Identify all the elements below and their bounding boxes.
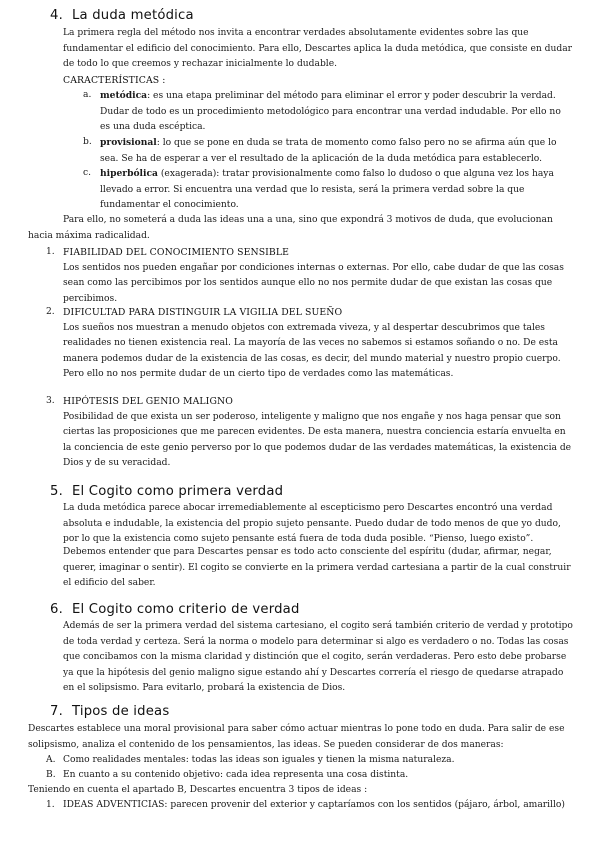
feature-text-b: : lo que se pone en duda se trata de momento como falso pero no se afirma aún que lo sea. Se ha de esperar a ver el resultado de la aplicación de la duda metódica para establecerlo. [100, 138, 557, 164]
section-5-heading [50, 484, 283, 499]
way-text-b: En cuanto a su contenido objetivo: cada idea representa una cosa distinta. [63, 770, 409, 780]
section-4-heading [50, 8, 194, 23]
section-5-paragraph-2: Debemos entender que para Descartes pensar es todo acto consciente del espíritu (dudar, afirmar, negar, querer, imaginar o sentir). El cogito se convierte en la primera verdad cartesiana a partir de la cual construir el edificio del saber. [63, 547, 571, 589]
section-6-heading [50, 602, 300, 617]
motive-3 [46, 394, 573, 472]
section-4-title: La duda metódica [72, 8, 194, 23]
motive-1-marker: 1. [46, 247, 55, 257]
section-6-title: El Cogito como criterio de verdad [72, 602, 300, 617]
way-item-b [46, 768, 573, 784]
feature-text-a: : es una etapa preliminar del método para eliminar el error y poder descubrir la verdad. Dudar de todo es un procedimiento metodológico para encontrar una verdad indudable. Por ello no es una duda escéptica. [100, 91, 561, 133]
section-5-number: 5. [50, 484, 63, 499]
section-4-intro: La primera regla del método nos invita a encontrar verdades absolutamente evidentes sobre las que fundamentar el edificio del conocimiento. Para ello, Descartes aplica la duda metódica, que consiste en dudar de todo lo que creemos y rechazar inicialmente lo dudable. [63, 28, 573, 70]
motive-1-title: FIABILIDAD DEL CONOCIMIENTO SENSIBLE [63, 247, 290, 258]
feature-marker-a: a. [83, 90, 92, 100]
way-marker-a: A. [46, 755, 56, 765]
motive-2 [46, 305, 573, 383]
motive-2-text: Los sueños nos muestran a menudo objetos con extremada viveza, y al despertar descubrimos que tales realidades no tienen existencia real. La mayoría de las veces no sabemos si estamos soñando o no. De esta manera podemos dudar de la existencia de las cosas, es decir, del mundo material y nuestro propio cuerpo. Pero ello no nos permite dudar de un cierto tipo de verdades como las matemáticas. [63, 322, 561, 380]
idea-type-1-marker: 1. [46, 800, 55, 810]
way-marker-b: B. [46, 770, 56, 780]
feature-marker-c: c. [83, 168, 92, 178]
motives-intro: Para ello, no someterá a duda las ideas una a una, sino que expondrá 3 motivos de duda, que evolucionan hacia máxima radicalidad. [28, 215, 553, 241]
feature-marker-b: b. [83, 137, 92, 147]
motive-1 [46, 245, 573, 307]
section-6-paragraph: Además de ser la primera verdad del sistema cartesiano, el cogito será también criterio de verdad y prototipo de toda verdad y certeza. Será la norma o modelo para determinar si algo es verdadero o no. Todas las cosas que concibamos con la misma claridad y distinción que el cogito, serán verdaderas. Pero esto debe probarse ya que la hipótesis del genio maligno sigue estando ahí y Descartes correría el riesgo de quedarse atrapado en el solipsismo. Para evitarlo, probará la existencia de Dios. [63, 621, 573, 694]
feature-item-a [83, 88, 572, 136]
section-4-number: 4. [50, 8, 63, 23]
motive-1-text: Los sentidos nos pueden engañar por condiciones internas o externas. Por ello, cabe dudar de que las cosas sean como las percibimos por los sentidos aunque ello no nos permite dudar de que existan las cosas que percibimos. [63, 262, 564, 304]
section-5-paragraph-1: La duda metódica parece abocar irremediablemente al escepticismo pero Descartes encontró una verdad absoluta e indudable, la existencia del propio sujeto pensante. Puedo dudar de todo menos de que yo dudo, por lo que la existencia como sujeto pensante está fuera de toda duda posible. “Pienso, luego existo”. [63, 503, 561, 545]
way-text-a: Como realidades mentales: todas las ideas son iguales y tienen la misma naturaleza. [63, 755, 455, 765]
way-item-a [46, 753, 573, 769]
motive-2-title: DIFICULTAD PARA DISTINGUIR LA VIGILIA DEL SUEÑO [63, 307, 343, 318]
section-7-title: Tipos de ideas [72, 704, 170, 719]
feature-item-c [83, 166, 572, 214]
section-7-paragraph-1: Descartes establece una moral provisional para saber cómo actuar mientras lo pone todo en duda. Para salir de ese solipsismo, analiza el contenido de los pensamientos, las ideas. Se pueden considerar de dos maneras: [28, 724, 565, 750]
motive-3-text: Posibilidad de que exista un ser poderoso, inteligente y maligno que nos engañe y nos haga pensar que son ciertas las proposiciones que me parecen evidentes. De esta manera, nuestra conciencia estaría envuelta en la conciencia de este genio perverso por lo que podemos dudar de las verdades matemáticas, la existencia de Dios y de su veracidad. [63, 411, 572, 469]
section-7-paragraph-2: Teniendo en cuenta el apartado B, Descartes encuentra 3 tipos de ideas : [28, 785, 368, 795]
features-label: CARACTERÍSTICAS : [63, 75, 166, 86]
section-7-number: 7. [50, 704, 63, 719]
feature-term-c: hiperbólica [100, 168, 158, 179]
section-5-title: El Cogito como primera verdad [72, 484, 284, 499]
motive-2-marker: 2. [46, 307, 55, 317]
motive-3-marker: 3. [46, 396, 55, 406]
motive-3-title: HIPÓTESIS DEL GENIO MALIGNO [63, 396, 233, 407]
feature-term-a: metódica [100, 90, 148, 101]
idea-type-1-text: IDEAS ADVENTICIAS: parecen provenir del exterior y captaríamos con los sentidos (pájaro, árbol, amarillo) [63, 800, 565, 810]
feature-item-b [83, 135, 572, 167]
feature-term-b: provisional [100, 137, 157, 148]
section-6-number: 6. [50, 602, 63, 617]
idea-type-1 [46, 798, 573, 814]
section-7-heading [50, 704, 169, 719]
feature-text-c: (exagerada): tratar provisionalmente como falso lo dudoso o que alguna vez los haya llevado a error. Si encuentra una verdad que lo resista, será la primera verdad sobre la que fundamentar el conocimiento. [100, 169, 554, 211]
